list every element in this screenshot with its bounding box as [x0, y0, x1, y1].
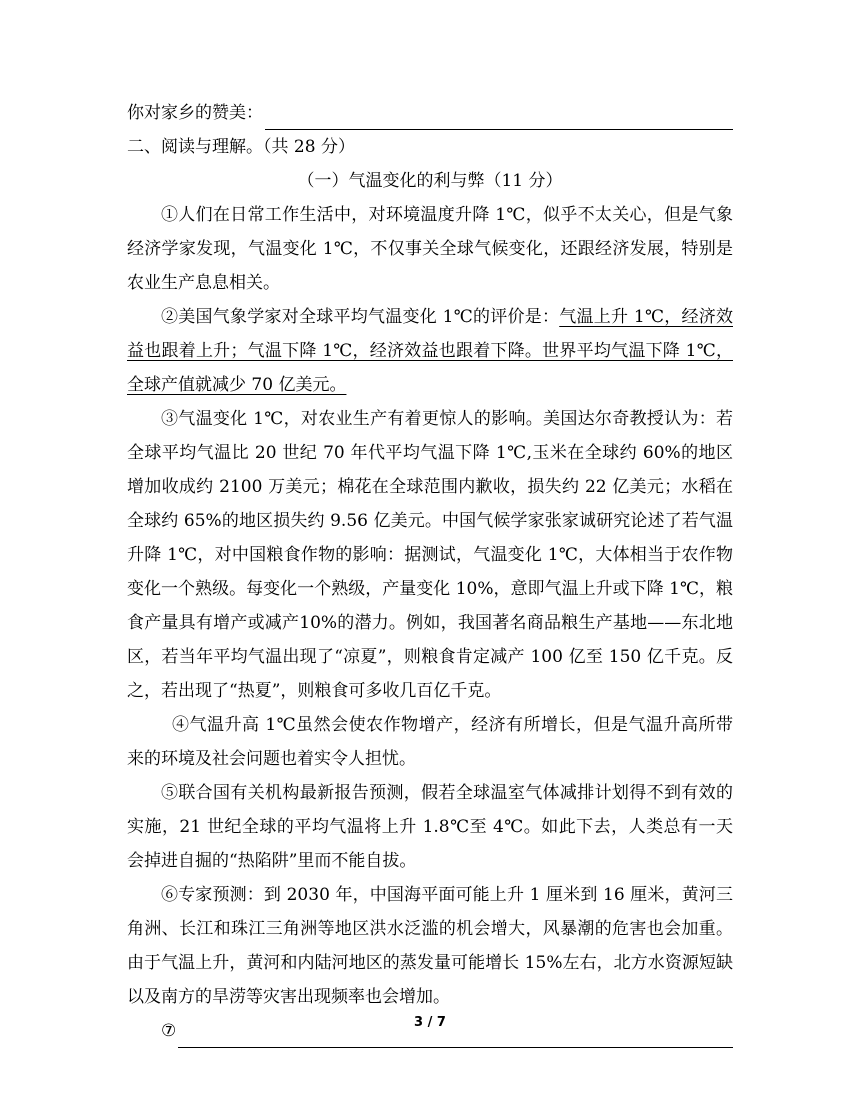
paragraph-4: [127, 708, 733, 776]
paragraph-text: ⑥专家预测：到 2030 年，中国海平面可能上升 1 厘米到 16 厘米，黄河三角洲、长江和珠江三角洲等地区洪水泛滥的机会增大，风暴潮的危害也会加重。由于气温上升，黄河和内陆河地区的蒸发量可能增长 15%左右，北方水资源短缺以及南方的旱涝等灾害出现频率也会增加。: [127, 885, 733, 1007]
paragraph-7-marker: ⑦: [161, 1021, 177, 1041]
paragraph-text: ③气温变化 1℃，对农业生产有着更惊人的影响。美国达尔奇教授认为：若全球平均气温比 20 世纪 70 年代平均气温下降 1℃,玉米在全球约 60%的地区增加收成约 2100 万美元；棉花在全球范围内歉收，损失约 22 亿美元；水稻在全球约 65%的地区损失约 9.56 亿美元。中国气候学家张家诚研究论述了若气温升降 1℃，对中国粮食作物的影响：据测试，气温变化 1℃，大体相当于农作物变化一个熟级。每变化一个熟级，产量变化 10%，意即气温上升或下降 1℃，粮食产量具有增产或减产10%的潜力。例如，我国著名商品粮生产基地——东北地区，若当年平均气温出现了“凉夏”，则粮食肯定减产 100 亿至 150 亿千克。反之，若出现了“热夏”，则粮食可多收几百亿千克。: [127, 409, 733, 701]
underlined-sentence: 气温上升 1℃，经济效益也跟着上升；气温下降 1℃，经济效益也跟着下降。世界平均气温下降 1℃，全球产值就减少 70 亿美元。: [127, 307, 733, 395]
paragraph-5: [127, 776, 733, 878]
paragraph-text: ⑤联合国有关机构最新报告预测，假若全球温室气体减排计划得不到有效的实施，21 世纪全球的平均气温将上升 1.8℃至 4℃。如此下去，人类总有一天会掉进自掘的“热陷阱”里而不能自拔。: [127, 783, 733, 871]
praise-answer-row: [127, 96, 733, 130]
page-content: [127, 96, 733, 1048]
praise-answer-blank[interactable]: [265, 107, 733, 130]
paragraph-2: [127, 300, 733, 402]
paragraph-text: ②美国气象学家对全球平均气温变化 1℃的评价是：: [161, 307, 560, 327]
page-number: 3 / 7: [414, 1015, 446, 1030]
paragraph-1: [127, 198, 733, 300]
paragraph-3: [127, 402, 733, 708]
paragraph-text: ④气温升高 1℃虽然会使农作物增产，经济有所增长，但是气温升高所带来的环境及社会问题也着实令人担忧。: [127, 715, 733, 769]
section-heading: 二、阅读与理解。（共 28 分）: [127, 137, 355, 157]
paragraph-6: [127, 878, 733, 1014]
praise-prompt: 你对家乡的赞美：: [127, 103, 263, 123]
paragraph-text: ①人们在日常工作生活中，对环境温度升降 1℃，似乎不太关心，但是气象经济学家发现，气温变化 1℃，不仅事关全球气候变化，还跟经济发展，特别是农业生产息息相关。: [127, 205, 733, 293]
article-title: （一）气温变化的利与弊（11 分）: [297, 171, 563, 191]
